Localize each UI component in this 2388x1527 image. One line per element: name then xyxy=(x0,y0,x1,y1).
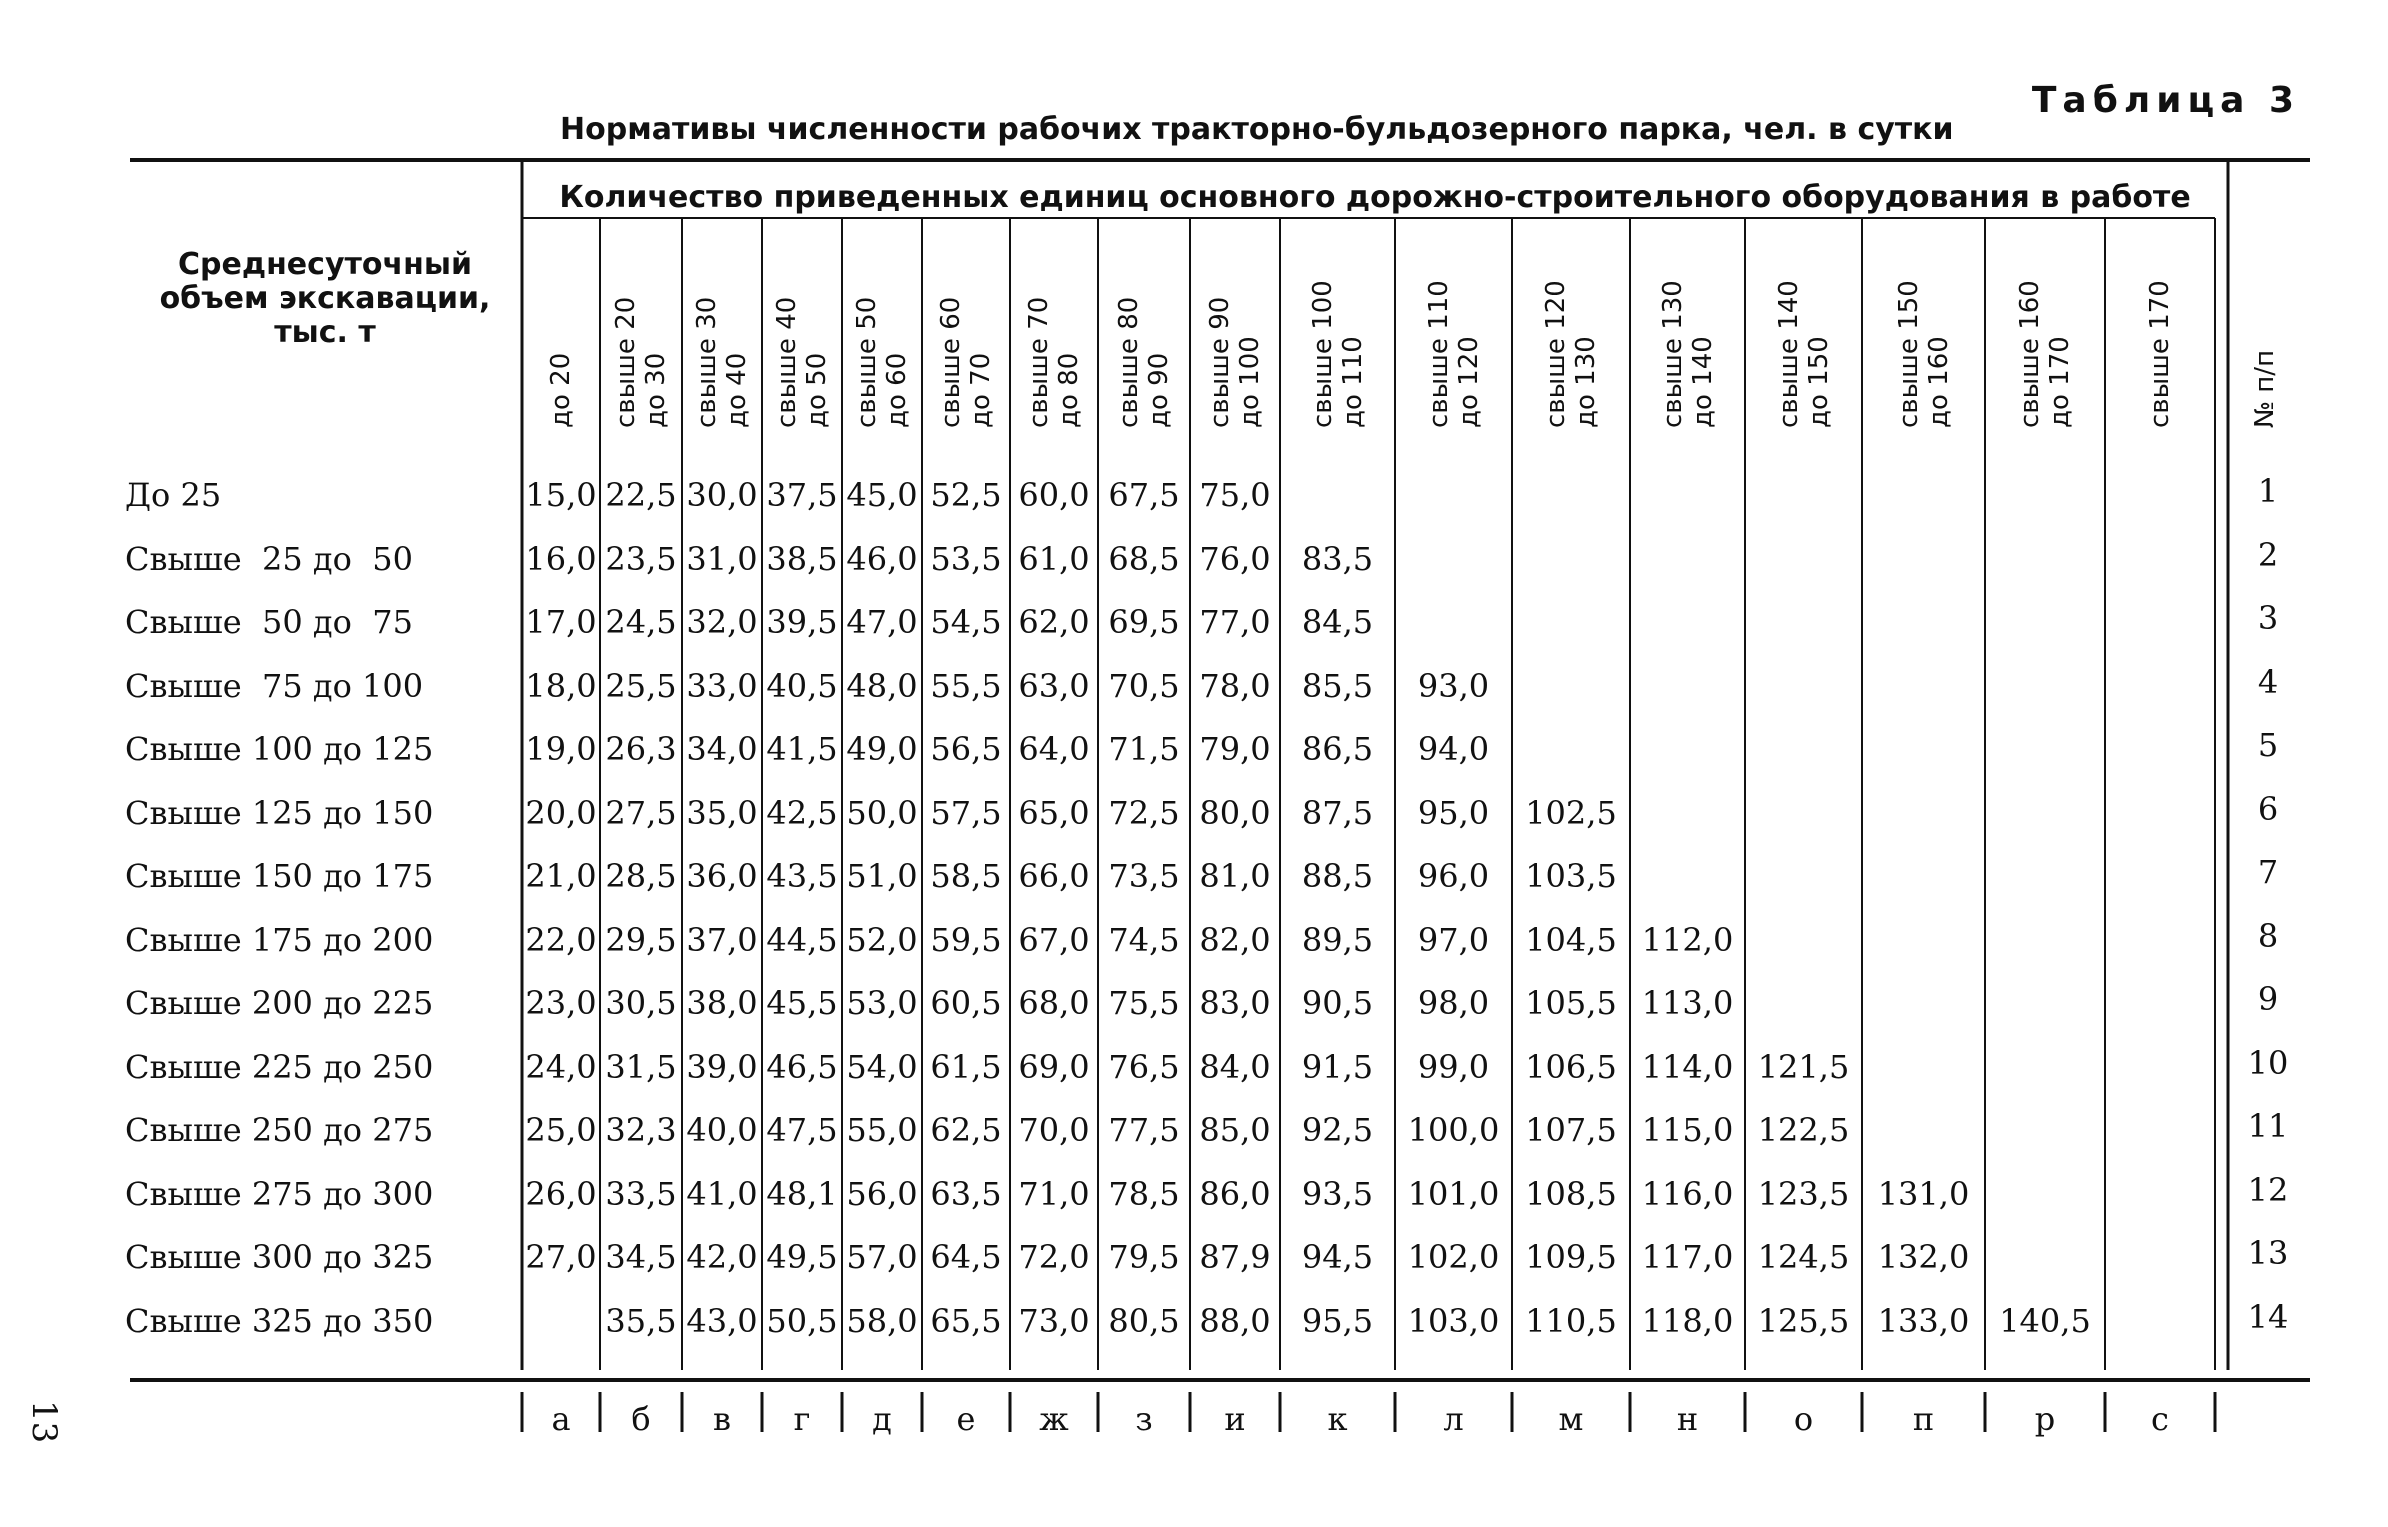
table-cell: 101,0 xyxy=(1407,1174,1500,1213)
table-cell: 69,5 xyxy=(1108,603,1180,641)
row-label: Свыше 75 до 100 xyxy=(125,666,424,705)
table-cell: 22,5 xyxy=(605,476,677,514)
table-cell: 81,0 xyxy=(1199,857,1271,895)
table-cell: 57,0 xyxy=(846,1238,918,1276)
row-label: До 25 xyxy=(125,476,222,514)
number-header: № п/п xyxy=(2250,349,2280,428)
table-cell: 26,0 xyxy=(525,1174,597,1213)
table-cell: 25,0 xyxy=(525,1111,597,1149)
column-letter: а xyxy=(551,1400,571,1438)
table-cell: 56,0 xyxy=(846,1174,918,1213)
column-header: свыше 70 до 80 xyxy=(1024,296,1084,428)
table-cell: 95,5 xyxy=(1301,1301,1374,1340)
table-cell: 105,5 xyxy=(1525,984,1617,1022)
table-cell: 44,5 xyxy=(766,920,838,959)
table-cell: 84,5 xyxy=(1301,603,1374,641)
table-cell: 25,5 xyxy=(605,666,677,705)
table-cell: 57,5 xyxy=(930,793,1002,832)
table-cell: 65,5 xyxy=(930,1301,1002,1340)
table-cell: 27,5 xyxy=(605,793,677,832)
table-cell: 91,5 xyxy=(1301,1047,1374,1086)
table-cell: 80,0 xyxy=(1199,793,1271,832)
table-cell: 58,5 xyxy=(930,857,1002,895)
table-cell: 59,5 xyxy=(930,920,1002,959)
table-cell: 78,5 xyxy=(1108,1174,1180,1213)
row-number: 3 xyxy=(2257,599,2279,637)
row-label: Свыше 225 до 250 xyxy=(125,1047,434,1086)
column-header: свыше 90 до 100 xyxy=(1205,296,1265,428)
column-header: свыше 120 до 130 xyxy=(1541,280,1601,428)
row-label: Свыше 300 до 325 xyxy=(125,1238,434,1276)
column-letter: о xyxy=(1793,1400,1814,1438)
table-cell: 85,5 xyxy=(1301,666,1374,705)
column-letter: н xyxy=(1676,1400,1699,1438)
table-cell: 52,0 xyxy=(846,920,918,959)
table-cell: 31,0 xyxy=(686,539,758,578)
table-cell: 84,0 xyxy=(1199,1047,1271,1086)
column-header: свыше 20 до 30 xyxy=(611,296,671,428)
column-letter: б xyxy=(631,1400,651,1438)
column-header: свыше 30 до 40 xyxy=(692,296,752,428)
page-number: 13 xyxy=(24,1400,64,1444)
column-letter: и xyxy=(1224,1400,1246,1438)
column-header: свыше 160 до 170 xyxy=(2015,280,2075,428)
table-cell: 24,5 xyxy=(605,603,677,641)
table-cell: 87,9 xyxy=(1199,1238,1271,1276)
table-cell: 61,0 xyxy=(1018,539,1090,578)
table-cell: 46,5 xyxy=(766,1047,838,1086)
table-cell: 22,0 xyxy=(525,920,597,959)
table-cell: 30,5 xyxy=(605,984,677,1022)
column-letter: р xyxy=(2034,1400,2056,1438)
table-title: Нормативы численности рабочих тракторно-бульдозерного парка, чел. в сутки xyxy=(560,112,1954,147)
table-cell: 48,1 xyxy=(766,1174,838,1213)
table-cell: 28,5 xyxy=(605,857,677,895)
row-number: 4 xyxy=(2257,662,2279,701)
row-label: Свыше 250 до 275 xyxy=(125,1111,434,1149)
table-cell: 47,0 xyxy=(846,603,918,641)
table-cell: 54,0 xyxy=(846,1047,918,1086)
table-cell: 115,0 xyxy=(1641,1111,1734,1149)
row-number: 9 xyxy=(2257,980,2279,1018)
table-cell: 42,5 xyxy=(766,793,838,832)
table-cell: 58,0 xyxy=(846,1301,918,1340)
table-cell: 42,0 xyxy=(686,1238,758,1276)
column-header: свыше 150 до 160 xyxy=(1893,280,1954,428)
table-cell: 53,5 xyxy=(930,539,1002,578)
column-header: свыше 100 до 110 xyxy=(1307,280,1368,428)
table-cell: 72,0 xyxy=(1018,1238,1090,1276)
table-cell: 30,0 xyxy=(686,476,758,514)
table-cell: 60,5 xyxy=(930,984,1002,1022)
table-cell: 21,0 xyxy=(525,857,597,895)
row-label: Свыше 100 до 125 xyxy=(125,730,434,768)
table-cell: 36,0 xyxy=(686,857,758,895)
table-cell: 132,0 xyxy=(1877,1238,1970,1276)
column-letter: м xyxy=(1558,1400,1584,1438)
table-cell: 96,0 xyxy=(1417,857,1490,895)
table-cell: 32,3 xyxy=(605,1111,677,1149)
table-cell: 106,5 xyxy=(1525,1047,1617,1086)
column-header: свыше 80 до 90 xyxy=(1114,296,1174,428)
table-cell: 49,5 xyxy=(766,1238,838,1276)
table-cell: 32,0 xyxy=(686,603,758,641)
table-cell: 71,0 xyxy=(1018,1174,1090,1213)
row-number: 6 xyxy=(2257,789,2279,828)
table-cell: 15,0 xyxy=(525,476,597,514)
row-label: Свыше 150 до 175 xyxy=(125,857,434,895)
table-cell: 33,5 xyxy=(605,1174,677,1213)
column-letter: с xyxy=(2151,1400,2169,1438)
table-cell: 29,5 xyxy=(605,920,677,959)
table-cell: 34,5 xyxy=(605,1238,677,1276)
column-letter: ж xyxy=(1039,1400,1069,1438)
table-cell: 68,0 xyxy=(1018,984,1090,1022)
table-cell: 94,5 xyxy=(1301,1238,1374,1276)
table-cell: 80,5 xyxy=(1108,1301,1180,1340)
group-header: Количество приведенных единиц основного дорожно-строительного оборудования в работе xyxy=(559,180,2191,215)
table-cell: 140,5 xyxy=(1999,1301,2091,1340)
table-cell: 88,0 xyxy=(1199,1301,1271,1340)
table-cell: 35,0 xyxy=(686,793,758,832)
table-cell: 39,5 xyxy=(766,603,838,641)
row-number: 7 xyxy=(2257,853,2279,891)
table-cell: 43,5 xyxy=(766,857,838,895)
table-cell: 45,5 xyxy=(766,984,838,1022)
table-cell: 67,5 xyxy=(1108,476,1180,514)
table-cell: 102,5 xyxy=(1525,793,1617,832)
table-cell: 123,5 xyxy=(1757,1174,1850,1213)
table-cell: 39,0 xyxy=(686,1047,758,1086)
row-label: Свыше 325 до 350 xyxy=(125,1301,434,1340)
table-cell: 72,5 xyxy=(1108,793,1180,832)
row-number: 1 xyxy=(2257,472,2279,510)
table-cell: 87,5 xyxy=(1301,793,1374,832)
table-cell: 33,0 xyxy=(686,666,758,705)
table-cell: 114,0 xyxy=(1641,1047,1734,1086)
table-cell: 79,0 xyxy=(1199,730,1271,768)
table-cell: 31,5 xyxy=(605,1047,677,1086)
table-cell: 27,0 xyxy=(525,1238,597,1276)
table-cell: 79,5 xyxy=(1108,1238,1180,1276)
table-cell: 38,5 xyxy=(766,539,838,578)
table-cell: 62,0 xyxy=(1018,603,1090,641)
table-cell: 94,0 xyxy=(1417,730,1490,768)
table-cell: 50,5 xyxy=(766,1301,838,1340)
table-cell: 103,0 xyxy=(1407,1301,1500,1340)
table-cell: 92,5 xyxy=(1301,1111,1374,1149)
table-cell: 46,0 xyxy=(846,539,918,578)
table-cell: 38,0 xyxy=(686,984,758,1022)
table-cell: 113,0 xyxy=(1641,984,1734,1022)
table-cell: 110,5 xyxy=(1525,1301,1617,1340)
column-letter: п xyxy=(1912,1400,1935,1438)
column-header: свыше 50 до 60 xyxy=(852,296,912,428)
table-cell: 23,0 xyxy=(525,984,597,1022)
table-cell: 37,5 xyxy=(766,476,838,514)
row-label: Свыше 200 до 225 xyxy=(125,984,434,1022)
table-cell: 88,5 xyxy=(1301,857,1374,895)
row-number: 11 xyxy=(2247,1107,2289,1145)
column-letter: з xyxy=(1135,1400,1153,1438)
table-cell: 18,0 xyxy=(525,666,597,705)
table-cell: 50,0 xyxy=(846,793,918,832)
table-cell: 83,0 xyxy=(1199,984,1271,1022)
table-cell: 48,0 xyxy=(846,666,918,705)
column-header: свыше 110 до 120 xyxy=(1423,280,1484,428)
table-cell: 64,0 xyxy=(1018,730,1090,768)
column-letter: е xyxy=(956,1400,976,1438)
table-cell: 62,5 xyxy=(930,1111,1002,1149)
row-number: 14 xyxy=(2247,1297,2289,1336)
table-cell: 86,5 xyxy=(1301,730,1374,768)
table-label: Таблица 3 xyxy=(2031,80,2300,121)
table-cell: 41,0 xyxy=(686,1174,758,1213)
table-cell: 61,5 xyxy=(930,1047,1002,1086)
column-letter: д xyxy=(872,1400,892,1438)
table-cell: 51,0 xyxy=(846,857,918,895)
table-cell: 43,0 xyxy=(686,1301,758,1340)
table-cell: 109,5 xyxy=(1525,1238,1617,1276)
table-cell: 70,0 xyxy=(1018,1111,1090,1149)
table-cell: 82,0 xyxy=(1199,920,1271,959)
table-cell: 19,0 xyxy=(525,730,597,768)
table-cell: 103,5 xyxy=(1525,857,1617,895)
table-cell: 65,0 xyxy=(1018,793,1090,832)
row-number: 13 xyxy=(2247,1234,2289,1272)
table-cell: 63,0 xyxy=(1018,666,1090,705)
table-cell: 118,0 xyxy=(1641,1301,1734,1340)
table-cell: 131,0 xyxy=(1877,1174,1970,1213)
table-cell: 99,0 xyxy=(1417,1047,1490,1086)
table-cell: 63,5 xyxy=(930,1174,1002,1213)
table-cell: 74,5 xyxy=(1108,920,1180,959)
table-cell: 122,5 xyxy=(1757,1111,1850,1149)
column-letter: к xyxy=(1327,1400,1348,1438)
table-cell: 133,0 xyxy=(1877,1301,1970,1340)
table-cell: 95,0 xyxy=(1417,793,1490,832)
table-cell: 107,5 xyxy=(1525,1111,1617,1149)
column-header: до 20 xyxy=(546,352,576,428)
table-cell: 45,0 xyxy=(846,476,918,514)
table-cell: 26,3 xyxy=(605,730,677,768)
table-cell: 37,0 xyxy=(686,920,758,959)
table-cell: 23,5 xyxy=(605,539,677,578)
column-header: свыше 140 до 150 xyxy=(1773,280,1834,428)
table-cell: 93,5 xyxy=(1301,1174,1374,1213)
table-cell: 98,0 xyxy=(1417,984,1490,1022)
row-number: 2 xyxy=(2257,535,2279,574)
table-cell: 90,5 xyxy=(1301,984,1374,1022)
column-header: свыше 170 xyxy=(2145,280,2175,428)
column-letter: в xyxy=(712,1400,731,1438)
table-cell: 75,5 xyxy=(1108,984,1180,1022)
row-number: 12 xyxy=(2247,1170,2289,1209)
table-cell: 53,0 xyxy=(846,984,918,1022)
table-cell: 117,0 xyxy=(1641,1238,1734,1276)
table-cell: 34,0 xyxy=(686,730,758,768)
table-cell: 124,5 xyxy=(1757,1238,1850,1276)
table-cell: 20,0 xyxy=(525,793,597,832)
table-cell: 85,0 xyxy=(1199,1111,1271,1149)
row-label: Свыше 50 до 75 xyxy=(125,603,413,641)
table-cell: 66,0 xyxy=(1018,857,1090,895)
table-cell: 56,5 xyxy=(930,730,1002,768)
table-cell: 40,5 xyxy=(766,666,838,705)
table-cell: 68,5 xyxy=(1108,539,1180,578)
table-cell: 67,0 xyxy=(1018,920,1090,959)
row-number: 10 xyxy=(2247,1043,2289,1082)
row-number: 8 xyxy=(2257,916,2279,955)
row-label: Свыше 125 до 150 xyxy=(125,793,434,832)
table-cell: 49,0 xyxy=(846,730,918,768)
table-cell: 75,0 xyxy=(1199,476,1271,514)
table-cell: 64,5 xyxy=(930,1238,1002,1276)
table-cell: 55,5 xyxy=(930,666,1002,705)
row-header: Среднесуточный объем экскавации, тыс. т xyxy=(159,247,491,350)
table-cell: 60,0 xyxy=(1018,476,1090,514)
table-cell: 76,5 xyxy=(1108,1047,1180,1086)
table-cell: 54,5 xyxy=(930,603,1002,641)
table-cell: 108,5 xyxy=(1525,1174,1617,1213)
table-cell: 16,0 xyxy=(525,539,597,578)
table-cell: 35,5 xyxy=(605,1301,677,1340)
table-cell: 69,0 xyxy=(1018,1047,1090,1086)
column-header: свыше 130 до 140 xyxy=(1657,280,1718,428)
column-letter: л xyxy=(1443,1400,1464,1438)
row-label: Свыше 175 до 200 xyxy=(125,920,434,959)
table-cell: 70,5 xyxy=(1108,666,1180,705)
table-cell: 77,5 xyxy=(1108,1111,1180,1149)
table-cell: 52,5 xyxy=(930,476,1002,514)
table-cell: 47,5 xyxy=(766,1111,838,1149)
table-cell: 89,5 xyxy=(1301,920,1374,959)
table-cell: 76,0 xyxy=(1199,539,1271,578)
table-cell: 86,0 xyxy=(1199,1174,1271,1213)
table-cell: 71,5 xyxy=(1108,730,1180,768)
table-cell: 77,0 xyxy=(1199,603,1271,641)
row-number: 5 xyxy=(2257,726,2279,764)
table-cell: 41,5 xyxy=(766,730,838,768)
table-cell: 112,0 xyxy=(1641,920,1734,959)
row-label: Свыше 275 до 300 xyxy=(125,1174,434,1213)
table-cell: 104,5 xyxy=(1525,920,1617,959)
table-cell: 78,0 xyxy=(1199,666,1271,705)
column-header: свыше 60 до 70 xyxy=(936,296,996,428)
table-cell: 121,5 xyxy=(1757,1047,1850,1086)
table-cell: 73,5 xyxy=(1108,857,1180,895)
column-header: свыше 40 до 50 xyxy=(772,296,832,428)
table-cell: 24,0 xyxy=(525,1047,597,1086)
row-label: Свыше 25 до 50 xyxy=(125,539,413,578)
table-cell: 17,0 xyxy=(525,603,597,641)
table-cell: 102,0 xyxy=(1407,1238,1500,1276)
table-cell: 55,0 xyxy=(846,1111,918,1149)
table-cell: 83,5 xyxy=(1301,539,1374,578)
table-cell: 73,0 xyxy=(1018,1301,1090,1340)
table-cell: 100,0 xyxy=(1407,1111,1500,1149)
table-cell: 116,0 xyxy=(1641,1174,1734,1213)
table-cell: 97,0 xyxy=(1417,920,1490,959)
table-cell: 40,0 xyxy=(686,1111,758,1149)
table-cell: 93,0 xyxy=(1417,666,1490,705)
column-letter: г xyxy=(793,1400,811,1438)
table-cell: 125,5 xyxy=(1757,1301,1850,1340)
